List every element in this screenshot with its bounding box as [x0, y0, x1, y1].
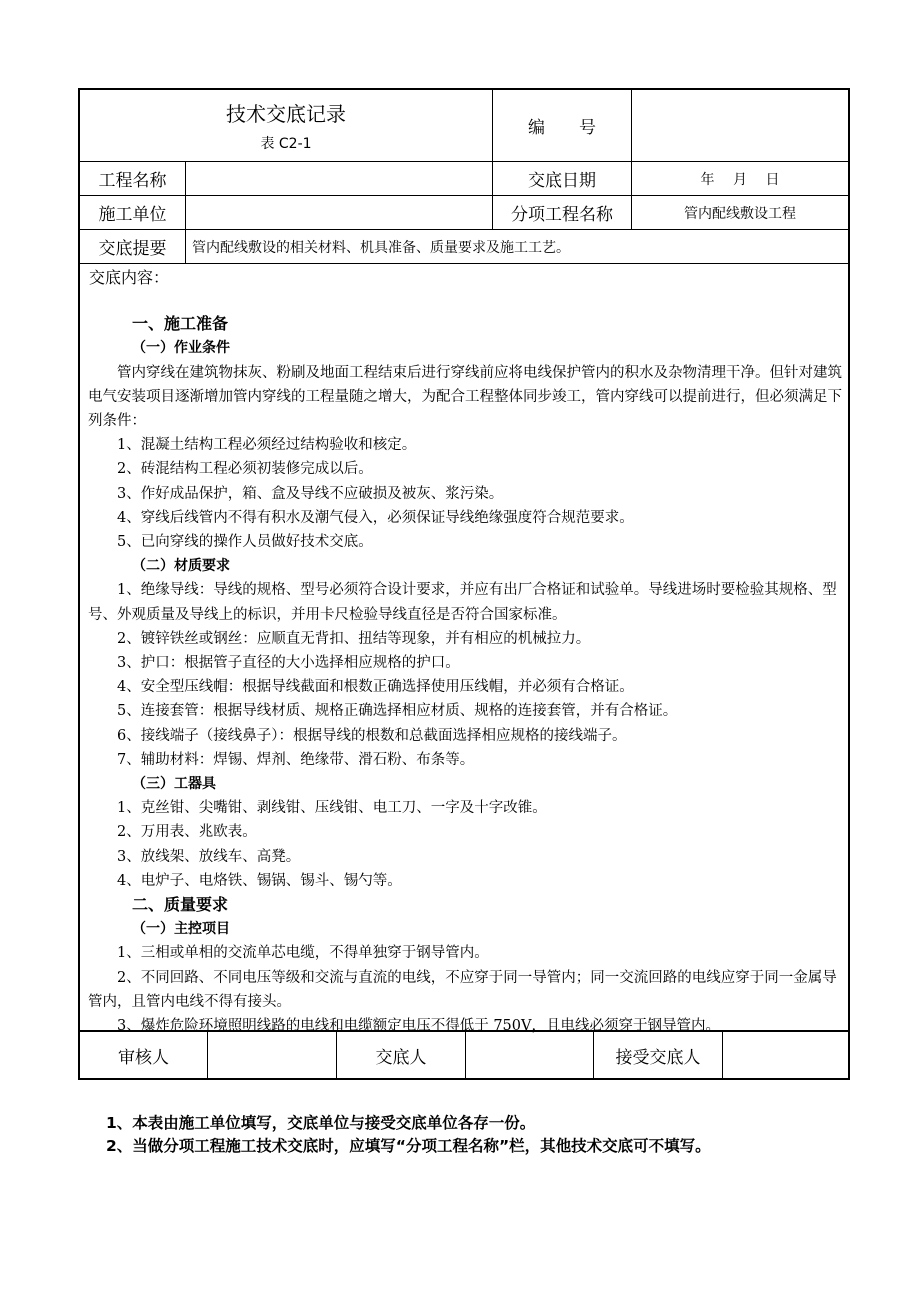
header-row [80, 90, 848, 162]
form-title: 技术交底记录 [226, 102, 346, 126]
content-line: 6、接线端子（接线鼻子）：根据导线的根数和总截面选择相应规格的接线端子。 [117, 727, 627, 744]
project-name-label: 工程名称 [80, 162, 186, 195]
disclosure-content [80, 264, 848, 1035]
content-line: 2、不同回路、不同电压等级和交流与直流的电线，不应穿于同一导管内；同一交流回路的电线应穿于同一金属导管内，且管内电线不得有接头。 [88, 969, 837, 1010]
content-line: 1、克丝钳、尖嘴钳、剥线钳、压线钳、电工刀、一字及十字改锥。 [117, 800, 547, 817]
form-number: 表 C2-1 [260, 136, 312, 152]
signature-row [80, 1032, 848, 1078]
content-line: 2、镀锌铁丝或钢丝：应顺直无背扣、扭结等现象，并有相应的机械拉力。 [117, 630, 591, 647]
section-heading: 二、质量要求 [132, 895, 229, 915]
title-cell [80, 90, 493, 161]
content-line: 3、放线架、放线车、高凳。 [117, 848, 301, 865]
discloser-value[interactable] [466, 1032, 594, 1078]
content-line: 4、安全型压线帽：根据导线截面和根数正确选择使用压线帽，并必须有合格证。 [117, 679, 634, 696]
receiver-value[interactable] [723, 1032, 848, 1078]
serial-label: 编 号 [493, 90, 632, 161]
subsection-heading: （三）工器具 [132, 776, 216, 793]
content-line: 7、辅助材料：焊锡、焊剂、绝缘带、滑石粉、布条等。 [117, 751, 475, 768]
serial-value[interactable] [632, 90, 848, 161]
content-line: 4、电炉子、电烙铁、锡锅、锡斗、锡勺等。 [117, 872, 402, 889]
content-line: 2、万用表、兆欧表。 [117, 824, 257, 841]
content-line: 1、绝缘导线：导线的规格、型号必须符合设计要求，并应有出厂合格证和试验单。导线进场时要检验其规格、型号、外观质量及导线上的标识，并用卡尺检验导线直径是否符合国家标准。 [88, 582, 837, 623]
content-line: 3、护口：根据管子直径的大小选择相应规格的护口。 [117, 655, 460, 672]
content-line: 1、三相或单相的交流单芯电缆，不得单独穿于钢导管内。 [117, 945, 489, 962]
unit-value[interactable] [186, 196, 493, 229]
summary-row [80, 230, 848, 264]
content-line: 管内穿线在建筑物抹灰、粉刷及地面工程结束后进行穿线前应将电线保护管内的积水及杂物清理干净。但针对建筑电气安装项目逐渐增加管内穿线的工程量随之增大，为配合工程整体同步竣工，管内穿线可以提前进行，但必须满足下列条件： [88, 364, 842, 430]
project-name-value[interactable] [186, 162, 493, 195]
section-heading: 一、施工准备 [132, 314, 229, 334]
content-line: 2、砖混结构工程必须初装修完成以后。 [117, 461, 373, 478]
technical-disclosure-form [78, 88, 850, 1080]
subsection-heading: （一）主控项目 [132, 921, 230, 938]
project-row [80, 162, 848, 196]
summary-value[interactable]: 管内配线敷设的相关材料、机具准备、质量要求及施工工艺。 [192, 239, 570, 256]
content-line: 3、爆炸危险环境照明线路的电线和电缆额定电压不得低于 750V，且电线必须穿于钢导管内。 [117, 1018, 720, 1035]
unit-label: 施工单位 [80, 196, 186, 229]
content-line: 1、混凝土结构工程必须经过结构验收和核定。 [117, 437, 417, 454]
content-intro-label: 交底内容： [89, 268, 170, 287]
footnotes [106, 1112, 711, 1158]
reviewer-label: 审核人 [80, 1032, 208, 1078]
content-line: 5、已向穿线的操作人员做好技术交底。 [117, 534, 373, 551]
unit-row [80, 196, 848, 230]
content-body [80, 290, 848, 1038]
content-line: 5、连接套管：根据导线材质、规格正确选择相应材质、规格的连接套管，并有合格证。 [117, 703, 678, 720]
discloser-label: 交底人 [337, 1032, 466, 1078]
sub-project-value[interactable]: 管内配线敷设工程 [684, 205, 796, 222]
date-label: 交底日期 [493, 162, 632, 195]
content-line: 3、作好成品保护，箱、盒及导线不应破损及被灰、浆污染。 [117, 485, 504, 502]
subsection-heading: （一）作业条件 [132, 340, 230, 357]
footnote-2: 2、当做分项工程施工技术交底时，应填写“分项工程名称”栏，其他技术交底可不填写。 [106, 1137, 711, 1155]
summary-label: 交底提要 [80, 230, 186, 263]
reviewer-value[interactable] [208, 1032, 337, 1078]
footnote-1: 1、本表由施工单位填写，交底单位与接受交底单位各存一份。 [106, 1114, 536, 1132]
sub-project-label: 分项工程名称 [493, 196, 632, 229]
date-value[interactable]: 年 月 日 [700, 171, 780, 188]
receiver-label: 接受交底人 [594, 1032, 723, 1078]
content-line: 4、穿线后线管内不得有积水及潮气侵入，必须保证导线绝缘强度符合规范要求。 [117, 509, 634, 526]
subsection-heading: （二）材质要求 [132, 558, 230, 575]
